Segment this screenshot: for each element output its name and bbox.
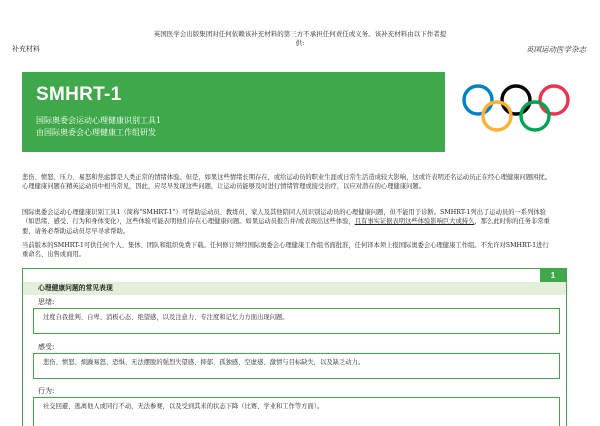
- tool-description-paragraph: [22, 208, 552, 236]
- banner-subtitle-line-2: 由国际奥委会心理健康工作组研发: [36, 128, 156, 137]
- symptoms-heading: 心理健康问题的常见表现: [23, 282, 566, 295]
- behaviors-text: 社交回避、逃离他人或同行不动，无法参赛，以及受到其来的状态下降（比赛、学业和工作等方面）。: [33, 397, 560, 426]
- tool-description-underlined: 且有事实证据表明这些体验影响巨大或持久: [354, 218, 475, 226]
- banner-subtitle-line-1: 国际奥委会运动心理健康识别工具1: [36, 116, 162, 125]
- usage-terms-paragraph: 当前版本的SMHRT-1可供任何个人、集体、团队和组织免费下载。任何修订须经国际奥委会心理健康工作组书面批准，任何译本须上报国际奥委会心理健康工作组。不允许对SMHRT-1进行重命名、出售或商用。: [22, 242, 549, 259]
- olympic-ring-yellow: [483, 102, 511, 130]
- feelings-label: 感受:: [38, 343, 55, 351]
- thoughts-label: 思绪:: [38, 298, 55, 306]
- feelings-text: 悲伤、愤怒、烦躁易怒、恐惧、无法摆脱的强烈失望感、抑郁、孤独感、空虚感、激情与目标缺失，以及缺乏动力。: [33, 353, 560, 379]
- title-banner: [22, 72, 445, 152]
- behaviors-label: 行为:: [38, 387, 55, 395]
- banner-subtitle: [36, 115, 433, 139]
- document-title: SMHRT-1: [36, 84, 122, 105]
- supplementary-label: 补充材料: [12, 45, 40, 53]
- symptoms-box: [22, 268, 567, 426]
- olympic-ring-black: [502, 86, 530, 114]
- olympic-ring-green: [521, 102, 549, 130]
- olympic-rings-logo: [460, 82, 572, 138]
- olympic-ring-blue: [464, 86, 492, 114]
- olympic-ring-red: [540, 86, 568, 114]
- publisher-notice: 英国医学会出版集团对任何依赖该补充材料的第三方不承担任何责任或义务。该补充材料由以下作者提供:: [153, 30, 447, 47]
- tool-description-end: ，那么此时你的任务非常重要，请务必帮助运动员尽早寻求帮助。: [22, 218, 550, 235]
- tool-description-text: 国际奥委会运动心理健康识别工具1（简称"SMHRT-1"）可帮助运动员、教练员、家人及其他陪同人员识别运动员的心理健康问题，但不能用于诊断。SMHRT-1列出了运动员的一系列体验（如思绪、感受、行为和身体变化），这些体验可能表明他们存在心理健康问题。如果运动员报告并/或表现出这些体验，: [22, 209, 546, 226]
- intro-paragraph: 悲伤、愤怒、压力、易怒和焦虑都是人类正常的情绪体验。但是，如果这些情绪长期存在，或给运动员的职业生涯或日常生活造成较大影响，这或许表明还名运动员正在经心理健康问题困扰。心理健康问题在精英运动员中相当常见，因此，应尽早发现这些问题，让运动员能够及时进行情绪管理或接受治疗，以应对潜在的心理健康问题。: [22, 174, 551, 191]
- section-number: 1: [540, 269, 566, 282]
- journal-name: 英国运动医学杂志: [526, 45, 586, 54]
- thoughts-text: 过度自我批判、自卑、消极心态、绝望感，以及注意力、专注度和记忆力方面出现问题。: [33, 308, 560, 334]
